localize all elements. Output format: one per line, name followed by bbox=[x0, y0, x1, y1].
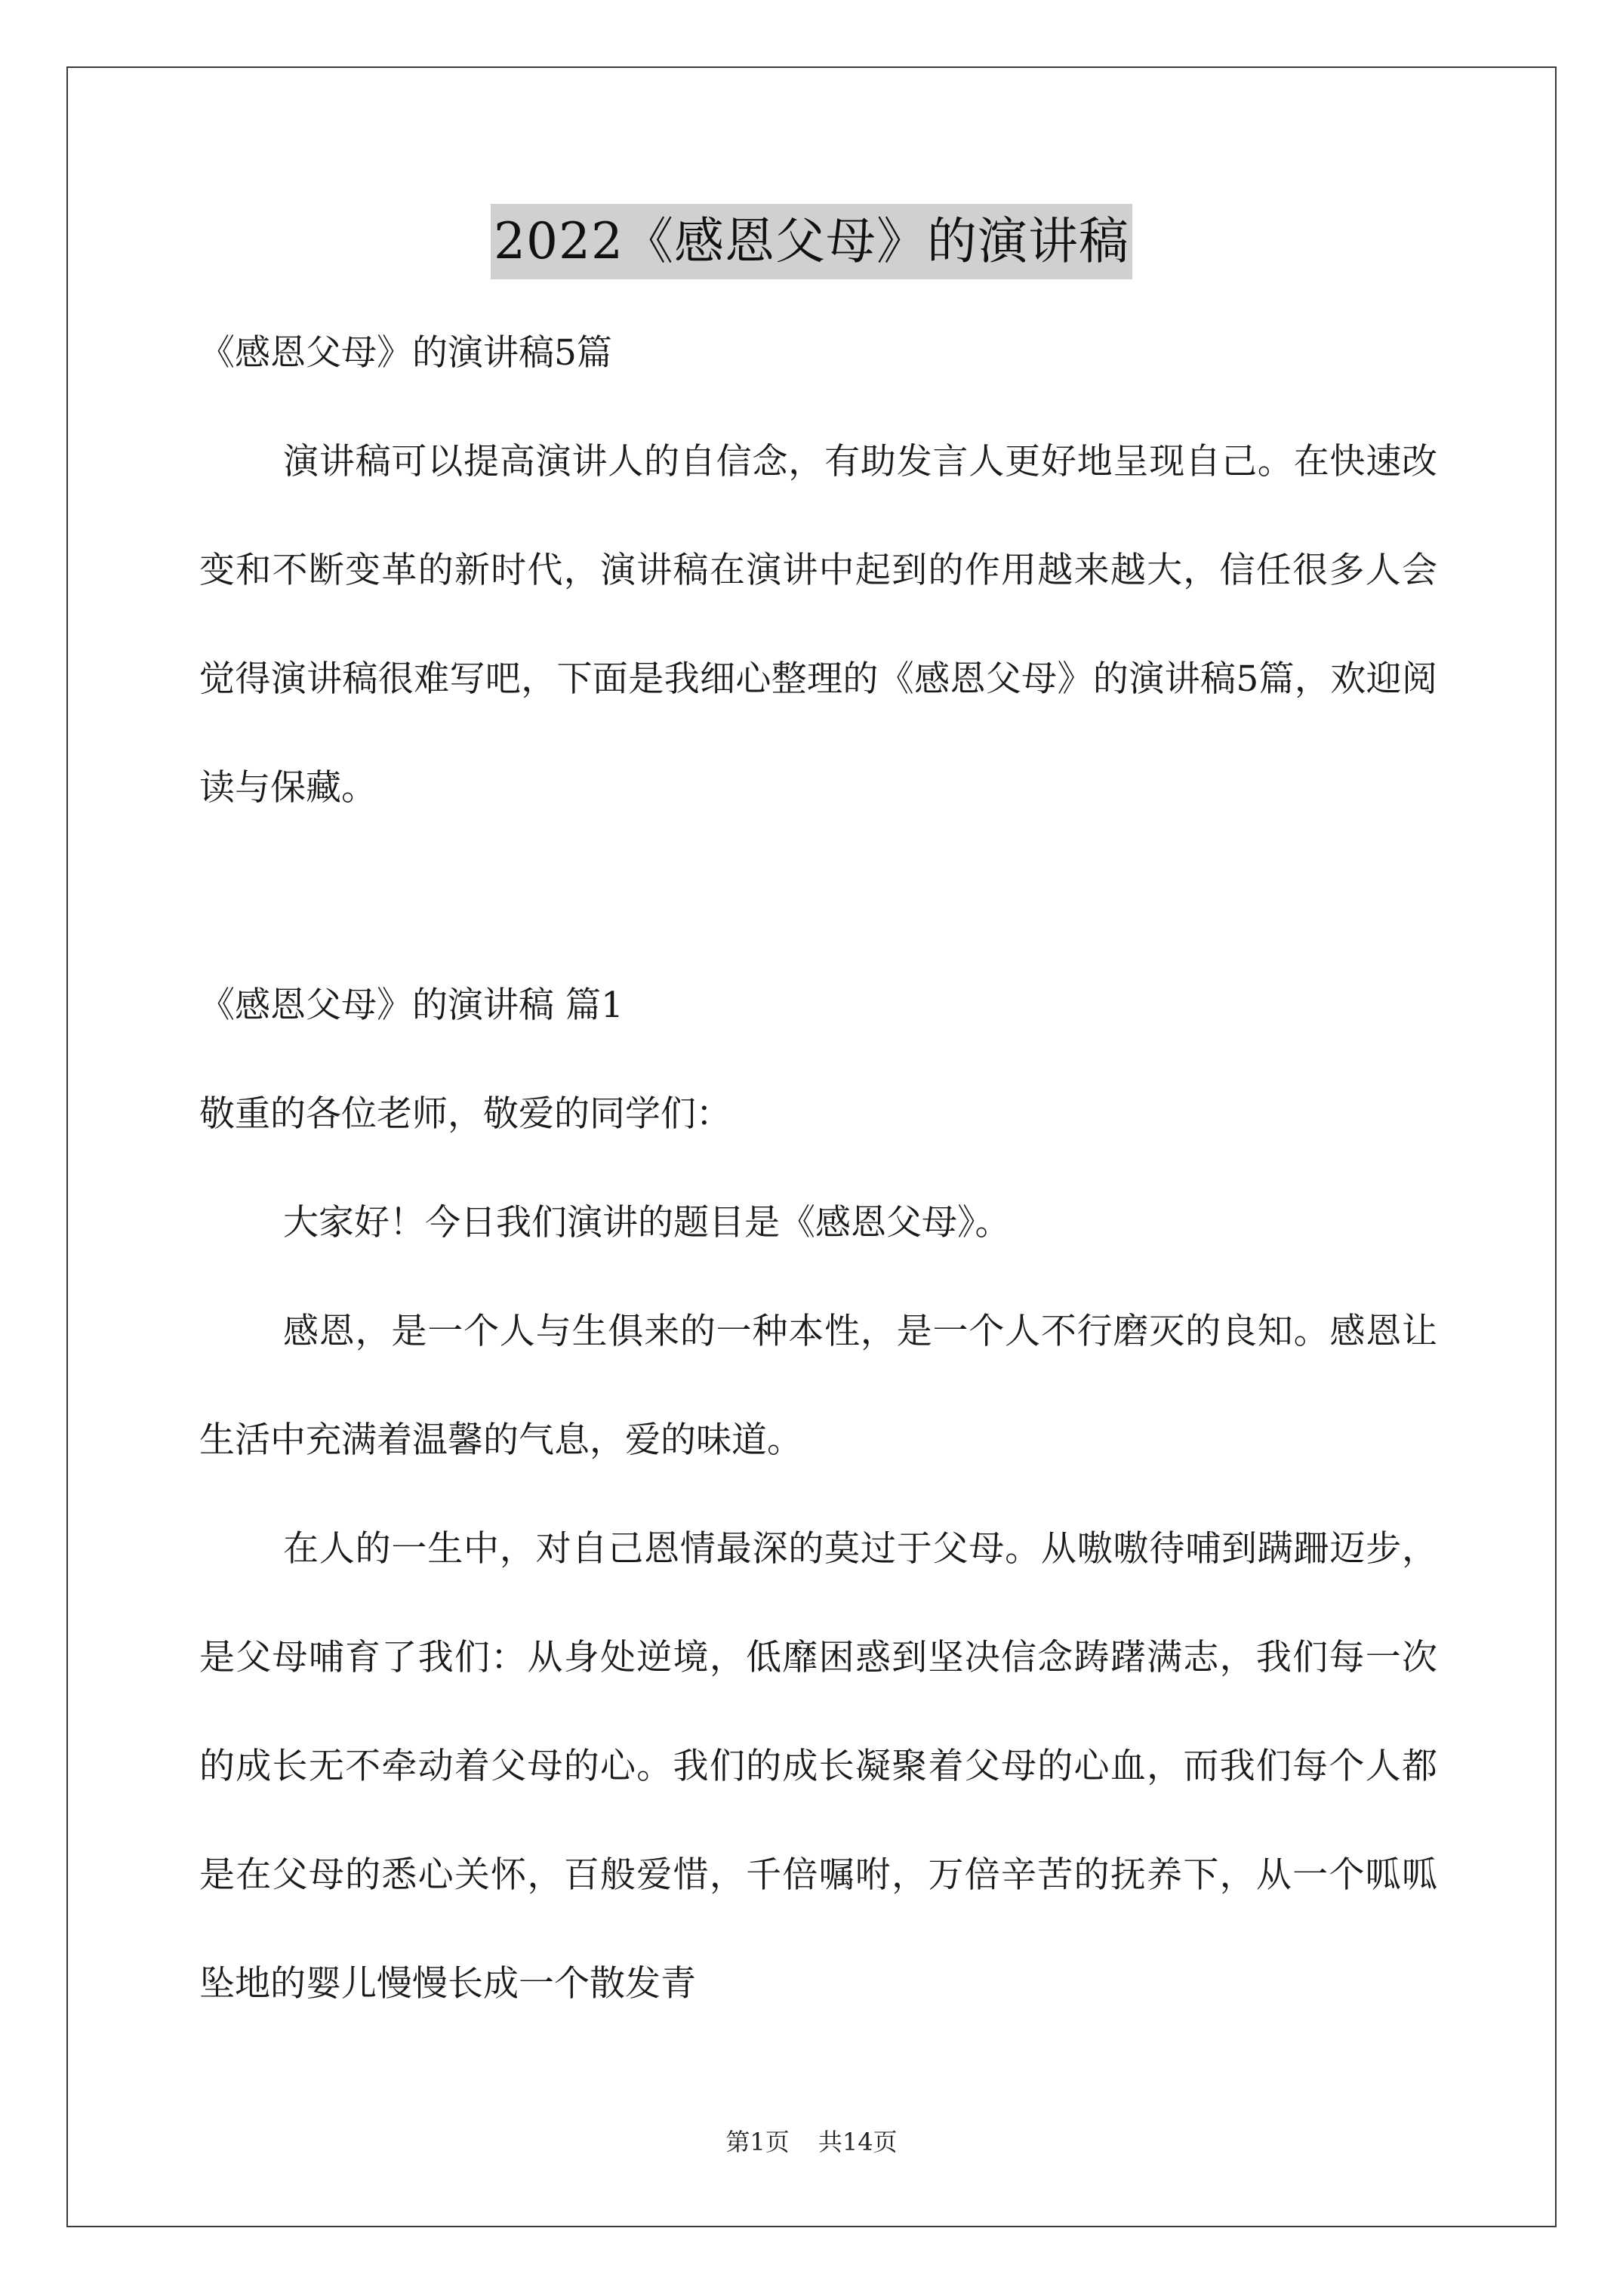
document-body bbox=[199, 299, 1437, 2039]
intro-paragraph: 演讲稿可以提高演讲人的自信念，有助发言人更好地呈现自己。在快速改变和不断变革的新时代，演讲稿在演讲中起到的作用越来越大，信任很多人会觉得演讲稿很难写吧，下面是我细心整理的《感恩父母》的演讲稿5篇，欢迎阅读与保藏。 bbox=[199, 441, 1437, 809]
page-total: 共14页 bbox=[818, 2128, 898, 2156]
subtitle-paragraph: 《感恩父母》的演讲稿5篇 bbox=[199, 332, 612, 374]
title-container bbox=[0, 204, 1623, 279]
section-heading: 《感恩父母》的演讲稿 篇1 bbox=[199, 985, 624, 1026]
salutation-paragraph: 敬重的各位老师，敬爱的同学们： bbox=[199, 1093, 731, 1135]
greeting-paragraph: 大家好！今日我们演讲的题目是《感恩父母》。 bbox=[283, 1202, 1011, 1244]
document-title: 2022《感恩父母》的演讲稿 bbox=[491, 204, 1132, 279]
body-paragraph: 感恩，是一个人与生俱来的一种本性，是一个人不行磨灭的良知。感恩让生活中充满着温馨的气息，爱的味道。 bbox=[199, 1311, 1437, 1461]
body-paragraph: 在人的一生中，对自己恩情最深的莫过于父母。从嗷嗷待哺到蹒跚迈步，是父母哺育了我们：从身处逆境，低靡困惑到坚决信念踌躇满志，我们每一次的成长无不牵动着父母的心。我们的成长凝聚着父母的心血，而我们每个人都是在父母的悉心关怀，百般爱惜，千倍嘱咐，万倍辛苦的抚养下，从一个呱呱坠地的婴儿慢慢长成一个散发青 bbox=[199, 1528, 1437, 2005]
page-number: 第1页 bbox=[725, 2128, 790, 2156]
page-footer bbox=[0, 2123, 1623, 2158]
section-spacer bbox=[199, 843, 1437, 951]
